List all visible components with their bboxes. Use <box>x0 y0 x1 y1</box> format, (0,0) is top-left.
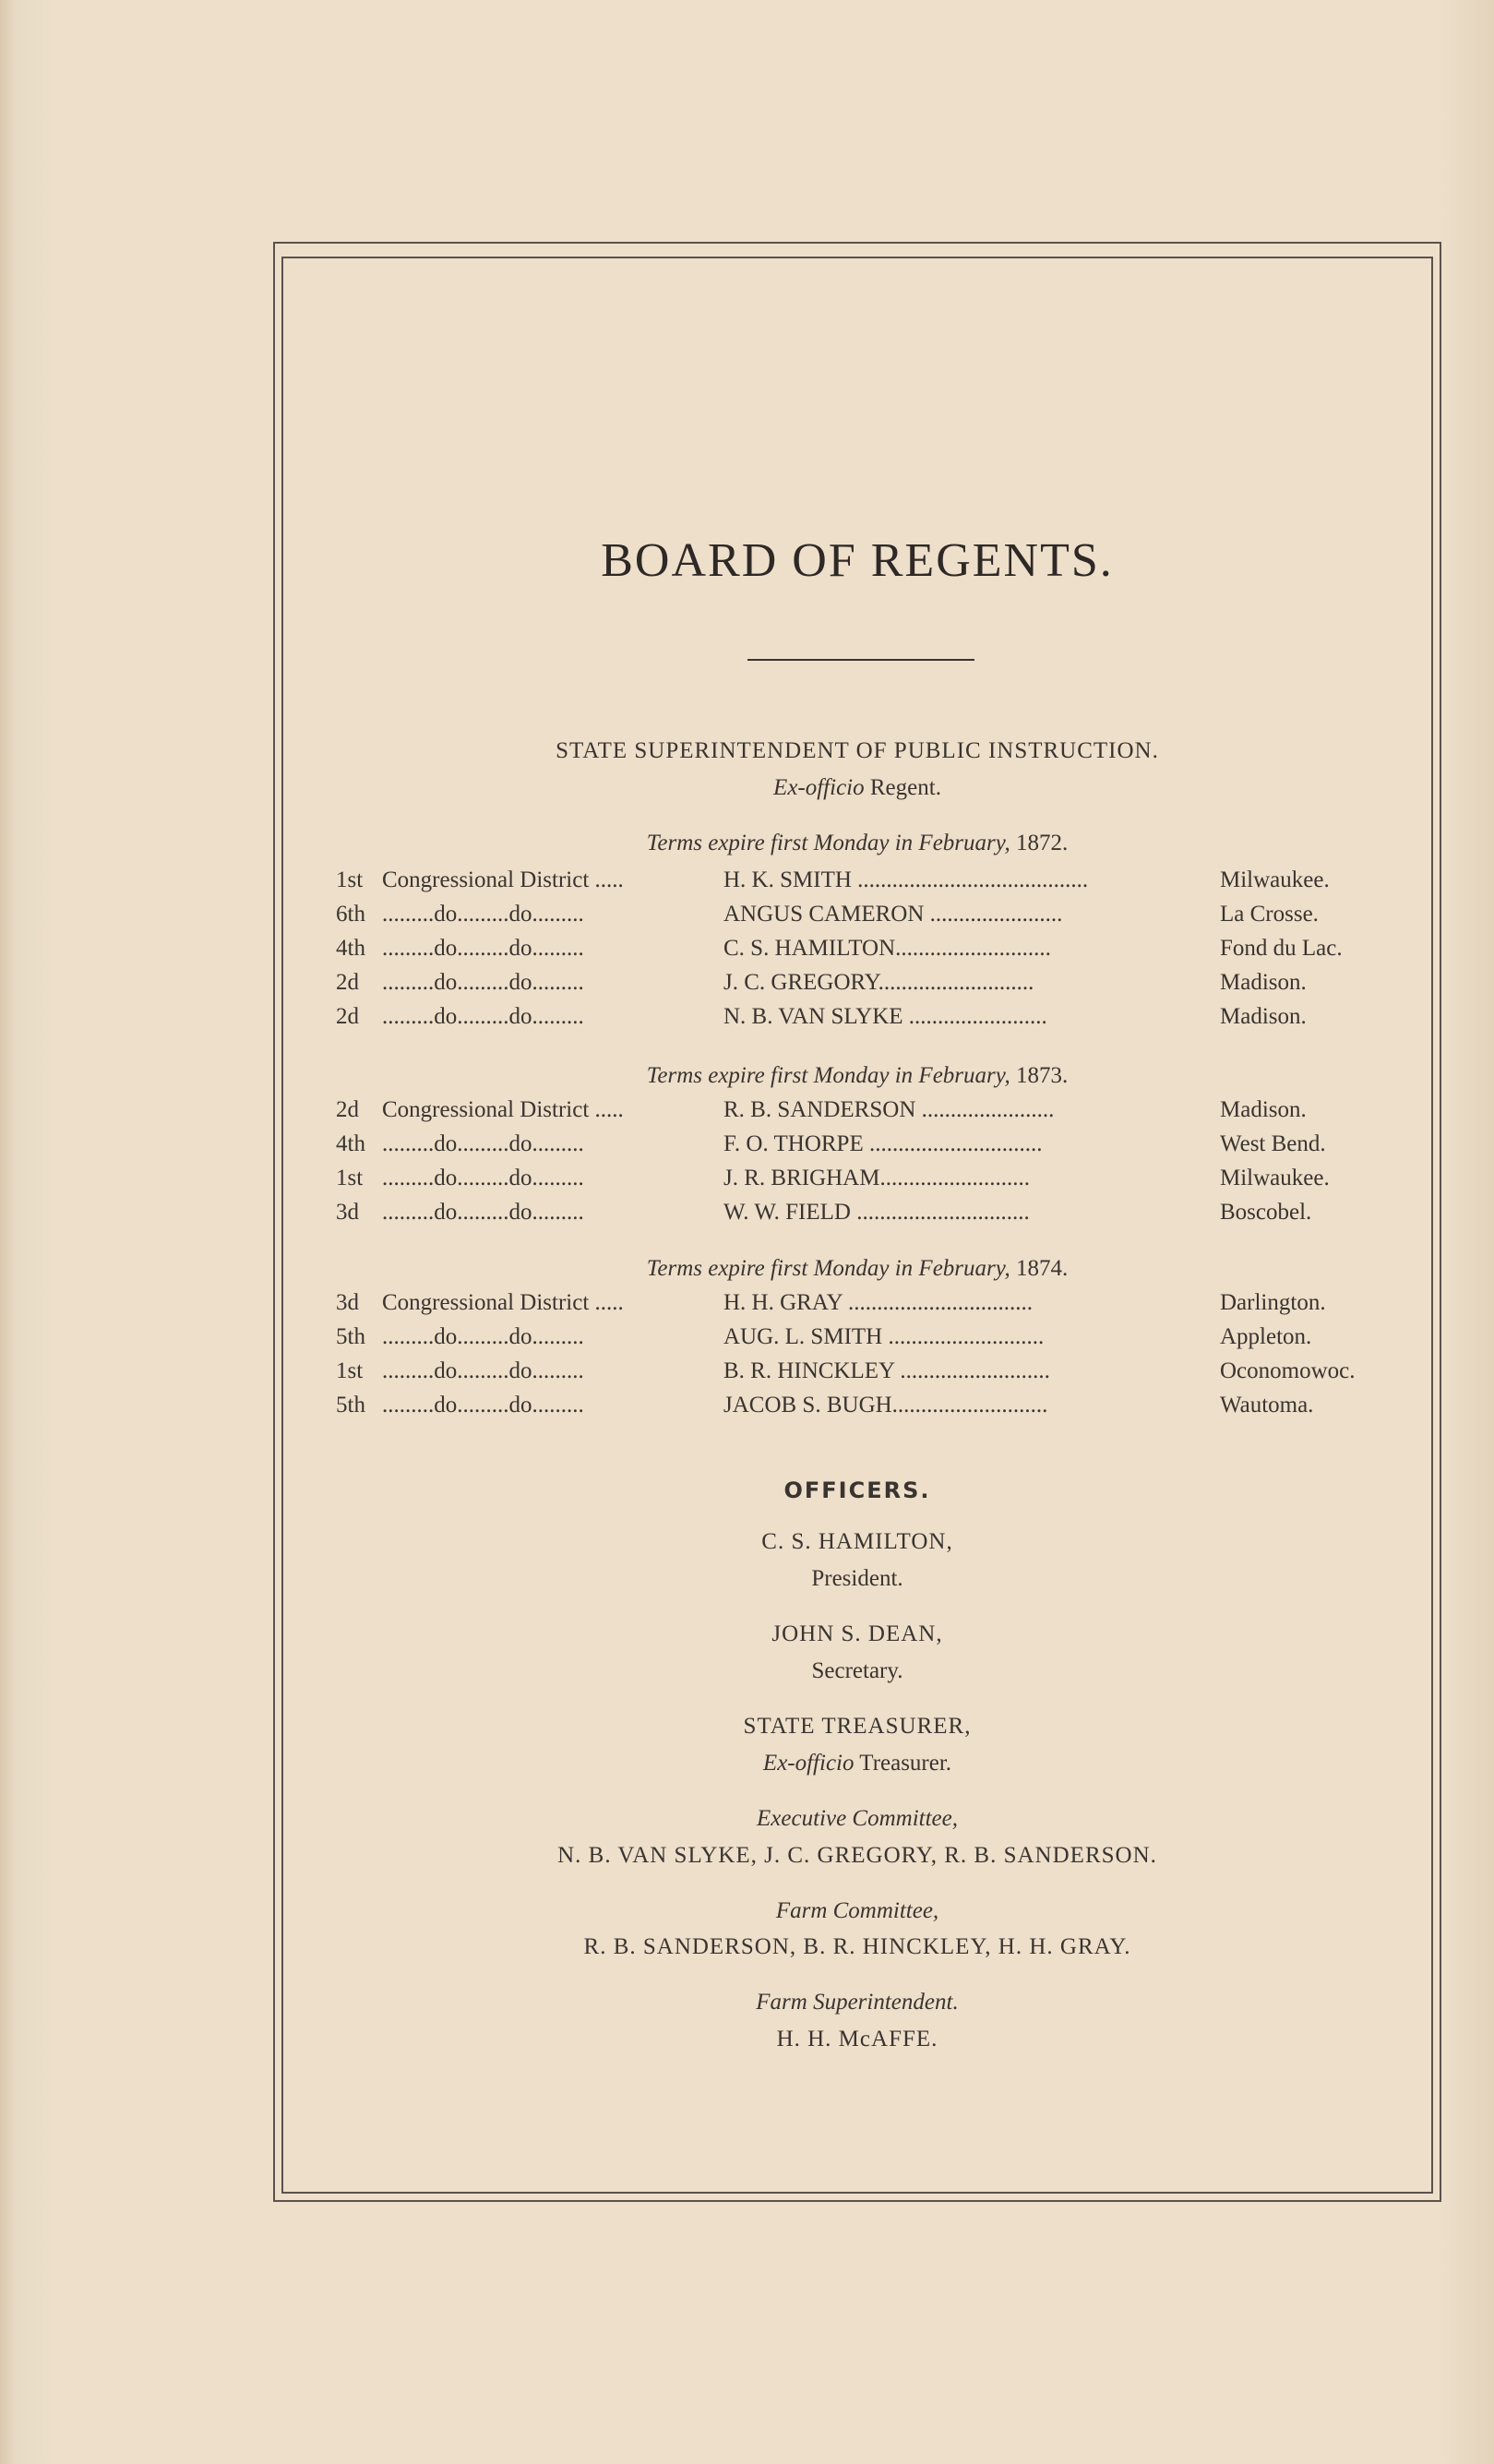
secretary-name: JOHN S. DEAN, <box>771 1621 943 1646</box>
regent-row <box>336 1393 1388 1424</box>
regent-place: Darlington. <box>1220 1290 1326 1315</box>
district-ordinal: 5th <box>336 1393 365 1417</box>
regent-name: J. C. GREGORY........................... <box>723 970 1034 995</box>
term-heading-text: Terms expire first Monday in February, <box>646 1256 1010 1281</box>
district-ordinal: 1st <box>336 1358 364 1383</box>
regent-row <box>336 1166 1388 1197</box>
regent-place: West Bend. <box>1220 1131 1326 1156</box>
regent-place: Madison. <box>1220 970 1307 995</box>
treasurer-role-rest: Treasurer. <box>854 1751 952 1776</box>
regent-name: H. K. SMITH ........................................ <box>723 867 1089 892</box>
regent-name: AUG. L. SMITH ........................... <box>723 1324 1045 1349</box>
district-label: .........do.........do......... <box>382 1166 584 1190</box>
regent-place: La Crosse. <box>1220 902 1319 927</box>
regent-row <box>336 1097 1388 1129</box>
president-name: C. S. HAMILTON, <box>761 1529 953 1554</box>
regent-row <box>336 1290 1388 1322</box>
district-ordinal: 2d <box>336 970 359 995</box>
district-ordinal: 4th <box>336 1131 365 1156</box>
regent-row <box>336 1200 1388 1231</box>
district-ordinal: 1st <box>336 1166 364 1190</box>
term-heading-year: 1873. <box>1010 1063 1069 1088</box>
officers-heading: OFFICERS. <box>783 1477 931 1503</box>
regent-name: B. R. HINCKLEY .......................... <box>723 1358 1050 1383</box>
district-label: .........do.........do......... <box>382 936 584 961</box>
district-ordinal: 2d <box>336 1004 359 1029</box>
regent-name: F. O. THORPE .............................. <box>723 1131 1043 1156</box>
term-heading-text: Terms expire first Monday in February, <box>646 831 1010 855</box>
regent-row <box>336 1131 1388 1163</box>
regent-place: Boscobel. <box>1220 1200 1312 1225</box>
farm-superintendent-label: Farm Superintendent. <box>756 1990 959 2015</box>
district-label: .........do.........do......... <box>382 970 584 995</box>
executive-committee-label: Executive Committee, <box>757 1806 958 1831</box>
treasurer-role <box>273 1751 1441 1776</box>
district-label: .........do.........do......... <box>382 1004 584 1029</box>
regent-place: Milwaukee. <box>1220 867 1330 892</box>
regent-place: Milwaukee. <box>1220 1166 1330 1190</box>
superintendent-role <box>273 775 1441 801</box>
district-label: Congressional District ..... <box>382 1290 624 1315</box>
treasurer-name: STATE TREASURER, <box>743 1714 972 1739</box>
regent-name: N. B. VAN SLYKE ........................ <box>723 1004 1047 1029</box>
treasurer-role-italic: Ex-officio <box>762 1751 855 1776</box>
page-title: BOARD OF REGENTS. <box>601 534 1114 587</box>
regent-name: R. B. SANDERSON ....................... <box>723 1097 1055 1122</box>
district-ordinal: 6th <box>336 902 365 927</box>
term-heading-year: 1872. <box>1010 831 1069 855</box>
district-label: Congressional District ..... <box>382 1097 624 1122</box>
executive-committee-members: N. B. VAN SLYKE, J. C. GREGORY, R. B. SANDERSON. <box>557 1843 1157 1868</box>
farm-superintendent-name: H. H. McAFFE. <box>776 2027 938 2051</box>
regent-name: J. R. BRIGHAM.......................... <box>723 1166 1030 1190</box>
regent-row <box>336 970 1388 1001</box>
regent-name: JACOB S. BUGH........................... <box>723 1393 1048 1417</box>
district-label: .........do.........do......... <box>382 902 584 927</box>
regent-place: Madison. <box>1220 1097 1307 1122</box>
superintendent-role-rest: Regent. <box>864 775 941 800</box>
regent-row <box>336 902 1388 933</box>
district-label: .........do.........do......... <box>382 1324 584 1349</box>
term-heading-1873 <box>273 1063 1441 1089</box>
regent-row <box>336 1358 1388 1390</box>
regent-name: ANGUS CAMERON ....................... <box>723 902 1063 927</box>
district-ordinal: 4th <box>336 936 365 961</box>
farm-committee-members: R. B. SANDERSON, B. R. HINCKLEY, H. H. GRAY. <box>583 1934 1131 1959</box>
district-ordinal: 5th <box>336 1324 365 1349</box>
term-heading-1874 <box>273 1256 1441 1282</box>
superintendent-heading: STATE SUPERINTENDENT OF PUBLIC INSTRUCTION. <box>556 738 1159 763</box>
regent-row <box>336 936 1388 967</box>
regent-row <box>336 1324 1388 1356</box>
regent-name: W. W. FIELD .............................. <box>723 1200 1030 1225</box>
district-ordinal: 1st <box>336 867 364 892</box>
term-heading-text: Terms expire first Monday in February, <box>646 1063 1010 1088</box>
regent-name: C. S. HAMILTON........................... <box>723 936 1051 961</box>
district-label: .........do.........do......... <box>382 1393 584 1417</box>
regent-place: Madison. <box>1220 1004 1307 1029</box>
regent-place: Oconomowoc. <box>1220 1358 1356 1383</box>
regent-place: Fond du Lac. <box>1220 936 1343 961</box>
district-label: .........do.........do......... <box>382 1131 584 1156</box>
regent-place: Appleton. <box>1220 1324 1312 1349</box>
title-rule <box>747 659 974 661</box>
regent-row <box>336 1004 1388 1035</box>
regent-name: H. H. GRAY ................................ <box>723 1290 1033 1315</box>
district-label: .........do.........do......... <box>382 1358 584 1383</box>
regent-row <box>336 867 1388 899</box>
secretary-title: Secretary. <box>811 1658 903 1683</box>
president-title: President. <box>811 1566 903 1591</box>
farm-committee-label: Farm Committee, <box>775 1898 939 1923</box>
regent-place: Wautoma. <box>1220 1393 1314 1417</box>
district-ordinal: 2d <box>336 1097 359 1122</box>
district-label: Congressional District ..... <box>382 867 624 892</box>
district-label: .........do.........do......... <box>382 1200 584 1225</box>
superintendent-role-italic: Ex-officio <box>773 775 865 800</box>
term-heading-1872 <box>273 831 1441 856</box>
district-ordinal: 3d <box>336 1290 359 1315</box>
term-heading-year: 1874. <box>1010 1256 1069 1281</box>
district-ordinal: 3d <box>336 1200 359 1225</box>
